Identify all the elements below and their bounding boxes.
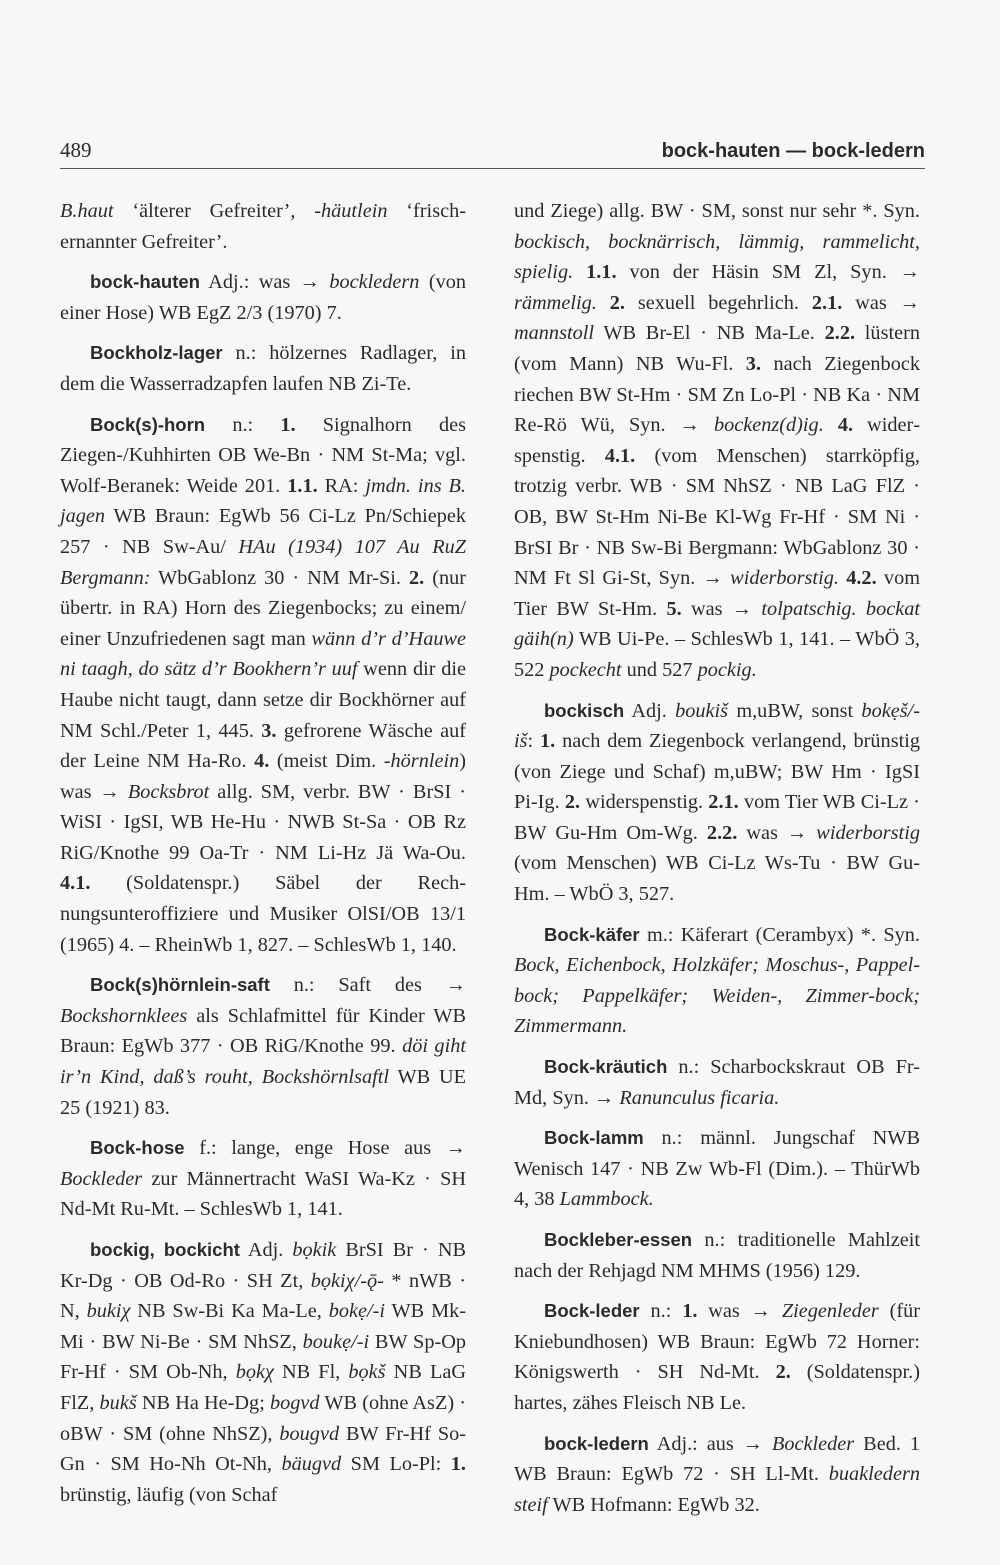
entry-definition: n.: 1. was → Ziegenleder (für Kniebundhosen) WB Braun: EgWb 72 Horner: Königswerth · SH Nd-Mt. 2. (Soldatenspr.) hartes, zähes Fleisch NB Le. (514, 1300, 920, 1414)
entry-headword: Bock-lamm (544, 1127, 644, 1149)
entry-headword: Bock-leder (544, 1300, 640, 1322)
dictionary-entry (514, 1225, 920, 1286)
dictionary-entry (514, 1123, 920, 1215)
entry-definition: f.: lange, enge Hose aus → Bockleder zur Männertracht WaSI Wa-Kz · SH Nd-Mt Ru-Mt. – SchlesWb 1, 141. (60, 1137, 466, 1221)
dictionary-entry (60, 338, 466, 399)
entry-headword: Bockholz-lager (90, 342, 223, 364)
dictionary-entry (60, 267, 466, 328)
right-column (514, 196, 920, 1530)
entry-headword: bock-ledern (544, 1432, 649, 1454)
page-header (60, 138, 925, 169)
dictionary-entry (514, 1052, 920, 1113)
entry-headword: Bock(s)hörnlein-saft (90, 974, 270, 996)
entry-headword: Bock(s)-horn (90, 413, 206, 435)
dictionary-entry (60, 410, 466, 961)
entry-definition: n.: männl. Jungschaf NWB Wenisch 147 · NB Zw Wb-Fl (Dim.). – ThürWb 4, 38 Lammbock. (514, 1127, 920, 1211)
entry-definition: Adj. boukiš m,uBW, sonst bokẹš/-iš: 1. nach dem Ziegenbock verlangend, brünstig (von Ziege und Schaf) m,uBW; BW Hm · IgSI Pi-Ig. 2. widerspenstig. 2.1. vom Tier WB Ci-Lz · BW Gu-Hm Om-Wg. 2.2. was → widerborstig (vom Menschen) WB Ci-Lz Ws-Tu · BW Gu-Hm. – WbÖ 3, 527. (514, 699, 921, 906)
dictionary-entry (514, 196, 920, 686)
entry-definition: n.: Saft des → Bockshornklees als Schlafmittel für Kinder WB Braun: EgWb 377 · OB RiG/Knothe 99. döi giht ir’n Kind, daß’s rouht, Bockshörnlsaftl WB UE 25 (1921) 83. (60, 974, 466, 1119)
entry-headword: Bock-kräutich (544, 1056, 668, 1078)
dictionary-entry (514, 696, 920, 910)
dictionary-entry (60, 1133, 466, 1225)
page-number: 489 (60, 138, 92, 162)
dictionary-entry (514, 920, 920, 1042)
entry-definition: B.haut ‘älterer Gefreiter’, -häutlein ‘frischernannter Gefreiter’. (60, 200, 466, 253)
entry-definition: n.: traditionelle Mahlzeit nach der Rehjagd NM MHMS (1956) 129. (514, 1229, 920, 1282)
dictionary-entry (60, 1235, 466, 1510)
running-title: bock-hauten — bock-ledern (661, 140, 925, 162)
entry-definition: n.: 1. Signalhorn des Ziegen-/Kuhhirten OB We-Bn · NM St-Ma; vgl. Wolf-Beranek: Weide 201. 1.1. RA: jmdn. ins B. jagen WB Braun: EgWb 56 Ci-Lz Pn/Schiepek 257 · NB Sw-Au/ HAu (1934) 107 Au RuZ Bergmann: WbGablonz 30 · NM Mr-Si. 2. (nur übertr. in RA) Horn des Ziegenbocks; zu einem/ einer Unzufriedenen sagt man wänn d’r d’Hauwe ni taagh, do sätz d’r Bookhern’r uuf wenn dir die Haube nicht taugt, dann setze dir Bockhörner auf NM Schl./Peter 1, 445. 3. gefrorene Wäsche auf der Leine NM Ha-Ro. 4. (meist Dim. -hörnlein) was → Bocksbrot allg. SM, verbr. BW · BrSI · WiSI · IgSI, WB He-Hu · NWB St-Sa · OB Rz RiG/Knothe 99 Oa-Tr · NM Li-Hz Jä Wa-Ou. 4.1. (Soldatenspr.) Säbel der Rechnungsunteroffiziere und Musiker OlSI/OB 13/1 (1965) 4. – RheinWb 1, 827. – SchlesWb 1, 140. (60, 413, 467, 956)
left-column (60, 196, 466, 1520)
dictionary-entry (514, 1296, 920, 1418)
entry-definition: m.: Käferart (Cerambyx) *. Syn. Bock, Eichenbock, Holzkäfer; Moschus-, Pappel-bock; Pappelkäfer; Weiden-, Zimmer-bock; Zimmermann. (514, 923, 920, 1038)
entry-definition: Adj.: was → bockledern (von einer Hose) WB EgZ 2/3 (1970) 7. (60, 271, 466, 324)
entry-definition: n.: Scharbockskraut OB Fr-Md, Syn. → Ranunculus ficaria. (514, 1056, 920, 1109)
entry-headword: bockig, bockicht (90, 1239, 240, 1260)
entry-definition: Adj.: aus → Bockleder Bed. 1 WB Braun: EgWb 72 · SH Ll-Mt. buakledern steif WB Hofmann: EgWb 32. (514, 1432, 921, 1516)
entry-headword: bockisch (544, 699, 625, 721)
entry-headword: Bock-hose (90, 1137, 185, 1159)
entry-definition: und Ziege) allg. BW · SM, sonst nur sehr *. Syn. bockisch, bocknärrisch, lämmig, rammelicht, spielig. 1.1. von der Häsin SM Zl, Syn. → rämmelig. 2. sexuell begehrlich. 2.1. was → mannstoll WB Br-El · NB Ma-Le. 2.2. lüstern (vom Mann) NB Wu-Fl. 3. nach Ziegenbock riechen BW St-Hm · SM Zn Lo-Pl · NB Ka · NM Re-Rö Wü, Syn. → bockenz(d)ig. 4. widerspenstig. 4.1. (vom Menschen) starrköpfig, trotzig verbr. WB · SM NhSZ · NB LaG FlZ · OB, BW St-Hm Ni-Be Kl-Wg Fr-Hf · SM Ni · BrSI Br · NB Sw-Bi Bergmann: WbGablonz 30 · NM Ft Sl Gi-St, Syn. → widerborstig. 4.2. vom Tier BW St-Hm. 5. was → tolpatschig. bockat gäih(n) WB Ui-Pe. – SchlesWb 1, 141. – WbÖ 3, 522 pockecht und 527 pockig. (514, 200, 920, 681)
entry-headword: bock-hauten (90, 271, 200, 293)
entry-headword: Bock-käfer (544, 923, 640, 945)
entry-definition: Adj. bọkik BrSI Br · NB Kr-Dg · OB Od-Ro · SH Zt, bọkiχ/-ǭ- * nWB · N, bukiχ NB Sw-Bi Ka Ma-Le, bokẹ/-i WB Mk-Mi · BW Ni-Be · SM NhSZ, boukẹ/-i BW Sp-Op Fr-Hf · SM Ob-Nh, bọkχ NB Fl, bọkš NB LaG FlZ, bukš NB Ha He-Dg; bogvd WB (ohne AsZ) · oBW · SM (ohne NhSZ), bougvd BW Fr-Hf So-Gn · SM Ho-Nh Ot-Nh, bäugvd SM Lo-Pl: 1. brünstig, läufig (von Schaf (60, 1239, 467, 1506)
entry-definition: n.: hölzernes Radlager, in dem die Wasserradzapfen laufen NB Zi-Te. (60, 342, 466, 395)
dictionary-entry (514, 1429, 920, 1521)
dictionary-entry (60, 196, 466, 257)
entry-headword: Bockleber-essen (544, 1229, 693, 1250)
dictionary-entry (60, 970, 466, 1123)
